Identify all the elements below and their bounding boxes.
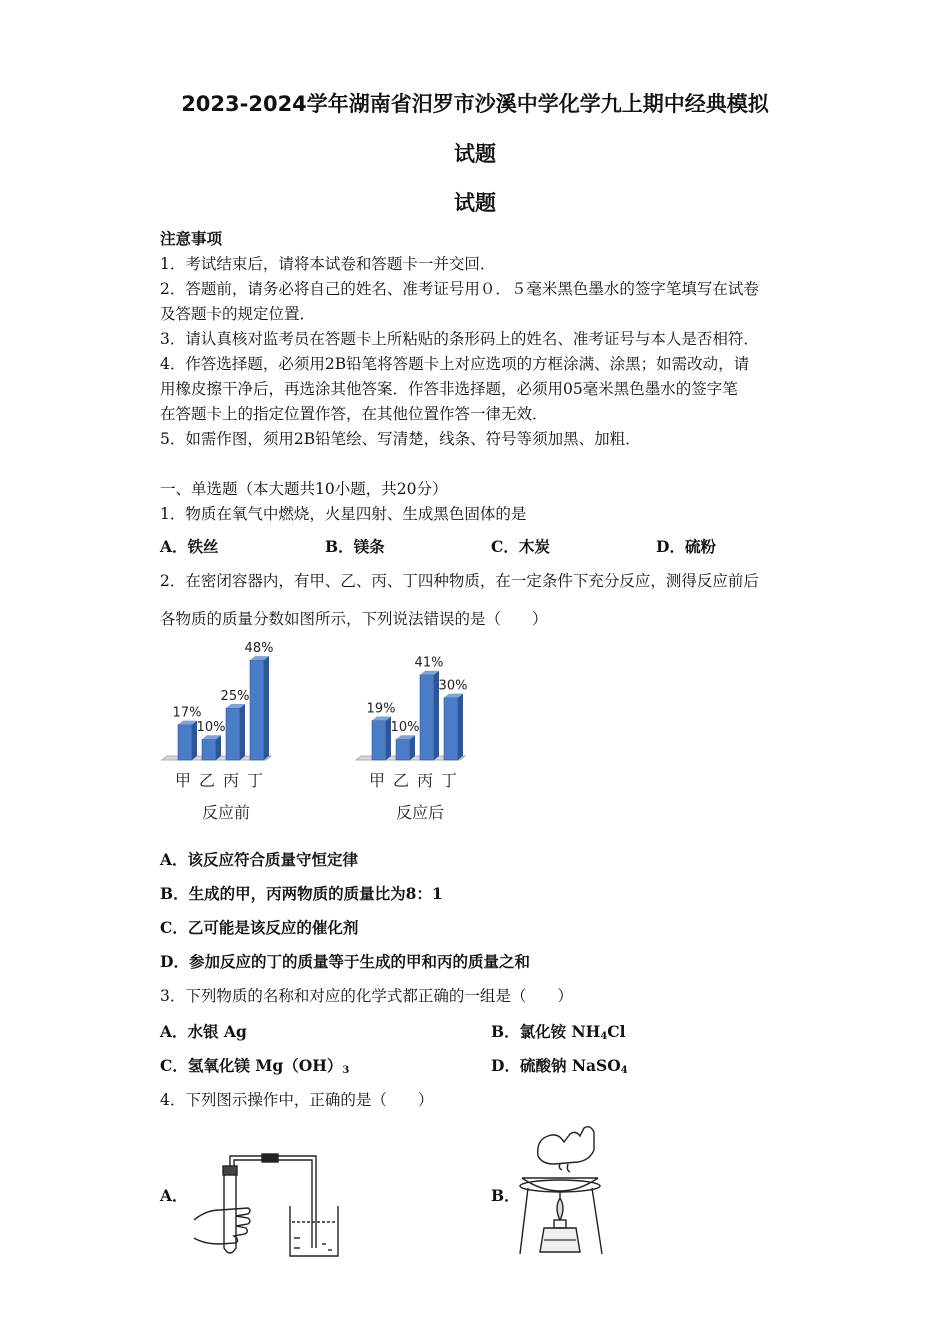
bar-side-丙: [240, 704, 245, 760]
tick-label: 甲: [368, 771, 386, 790]
bar-丁: [444, 698, 458, 760]
q1-option-d: D．硫粉: [656, 537, 716, 556]
bar-甲: [178, 725, 192, 760]
q2-stem-line1: 2．在密闭容器内，有甲、乙、丙、丁四种物质，在一定条件下充分反应，测得反应前后: [160, 572, 759, 590]
q4-option-b-label: B．: [491, 1186, 520, 1205]
q1-option-a: A．铁丝: [160, 537, 219, 556]
q2-stem-line2: 各物质的质量分数如图所示，下列说法错误的是（ ）: [160, 610, 548, 628]
tick-label: 甲: [174, 771, 192, 790]
q1-option-b: B．镁条: [325, 537, 385, 556]
doc-title-line3: 试题: [454, 191, 496, 215]
q2-option-a: A．该反应符合质量守恒定律: [160, 850, 359, 869]
data-label: 41%: [414, 655, 444, 671]
section-heading: 一、单选题（本大题共10小题，共20分）: [160, 480, 448, 498]
bar-side-丁: [264, 656, 269, 760]
test-tube: [224, 1174, 236, 1253]
bar-side-丁: [458, 694, 463, 760]
q3-option-b: B．氯化铵 $NH_4Cl$: [491, 1022, 626, 1042]
bar-甲: [372, 720, 386, 760]
q3-option-c: C．氢氧化镁 $Mg(OH)_3$: [160, 1056, 350, 1076]
q4-option-a-label: A．: [160, 1186, 188, 1205]
bar-丙: [226, 708, 240, 760]
hand-icon: [194, 1208, 250, 1244]
bar-side-乙: [216, 735, 221, 760]
q4-stem: 4．下列图示操作中，正确的是（ ）: [160, 1091, 434, 1109]
notice-item: 2．答题前，请务必将自己的姓名、准考证号用０．５毫米黑色墨水的签字笔填写在试卷: [160, 280, 759, 298]
q2-option-d: D．参加反应的丁的质量等于生成的甲和丙的质量之和: [160, 952, 530, 971]
q3-option-d: D．硫酸钠 NaSO$_4$: [491, 1056, 628, 1076]
airtightness-check-figure: [190, 1148, 350, 1260]
bar-chart-before: [158, 636, 308, 828]
notice-item: 1．考试结束后，请将本试卷和答题卡一并交回．: [160, 255, 496, 273]
tick-label: 丙: [222, 771, 240, 790]
notice-item: 5．如需作图，须用2B铅笔绘、写清楚，线条、符号等须加黑、加粗．: [160, 430, 641, 448]
data-label: 48%: [244, 641, 274, 657]
bar-side-乙: [410, 735, 415, 760]
notice-item: 用橡皮擦干净后，再选涂其他答案．作答非选择题，必须用05毫米黑色墨水的签字笔: [160, 380, 738, 398]
notice-item: 3．请认真核对监考员在答题卡上所粘贴的条形码上的姓名、准考证号与本人是否相符．: [160, 330, 759, 348]
q3-option-a: A．水银 Ag: [160, 1022, 247, 1041]
q1-stem: 1．物质在氧气中燃烧，火星四射、生成黑色固体的是: [160, 505, 527, 523]
data-label: 30%: [438, 678, 468, 694]
bar-乙: [202, 739, 216, 760]
notice-heading: 注意事项: [160, 229, 223, 248]
tick-label: 丁: [246, 771, 264, 790]
notice-item: 4．作答选择题，必须用2B铅笔将答题卡上对应选项的方框涂满、涂黑；如需改动，请: [160, 355, 750, 373]
data-label: 19%: [366, 701, 396, 717]
doc-title-line1: 2023-2024学年湖南省汨罗市沙溪中学化学九上期中经典模拟: [181, 92, 769, 116]
data-label: 17%: [172, 705, 202, 721]
data-label: 10%: [390, 720, 420, 736]
bar-乙: [396, 739, 410, 760]
q2-option-c: C．乙可能是该反应的催化剂: [160, 918, 359, 937]
bar-丁: [250, 660, 264, 760]
q1-option-c: C．木炭: [491, 537, 550, 556]
chart-title: 反应后: [395, 803, 445, 822]
doc-title-line2: 试题: [454, 142, 496, 166]
tick-label: 丙: [416, 771, 434, 790]
evaporation-figure: [510, 1120, 610, 1260]
hand-icon: [538, 1127, 594, 1164]
tick-label: 乙: [392, 771, 410, 790]
tick-label: 丁: [440, 771, 458, 790]
bar-丙: [420, 675, 434, 760]
q3-stem: 3．下列物质的名称和对应的化学式都正确的一组是（ ）: [160, 987, 573, 1005]
notice-item: 及答题卡的规定位置．: [160, 305, 316, 323]
q2-option-b: B．生成的甲，丙两物质的质量比为8：1: [160, 884, 443, 903]
data-label: 25%: [220, 689, 250, 704]
chart-title: 反应前: [201, 803, 251, 822]
notice-item: 在答题卡上的指定位置作答，在其他位置作答一律无效．: [160, 405, 548, 423]
bar-chart-after: [352, 636, 502, 828]
data-label: 10%: [196, 720, 226, 736]
tick-label: 乙: [198, 771, 216, 790]
